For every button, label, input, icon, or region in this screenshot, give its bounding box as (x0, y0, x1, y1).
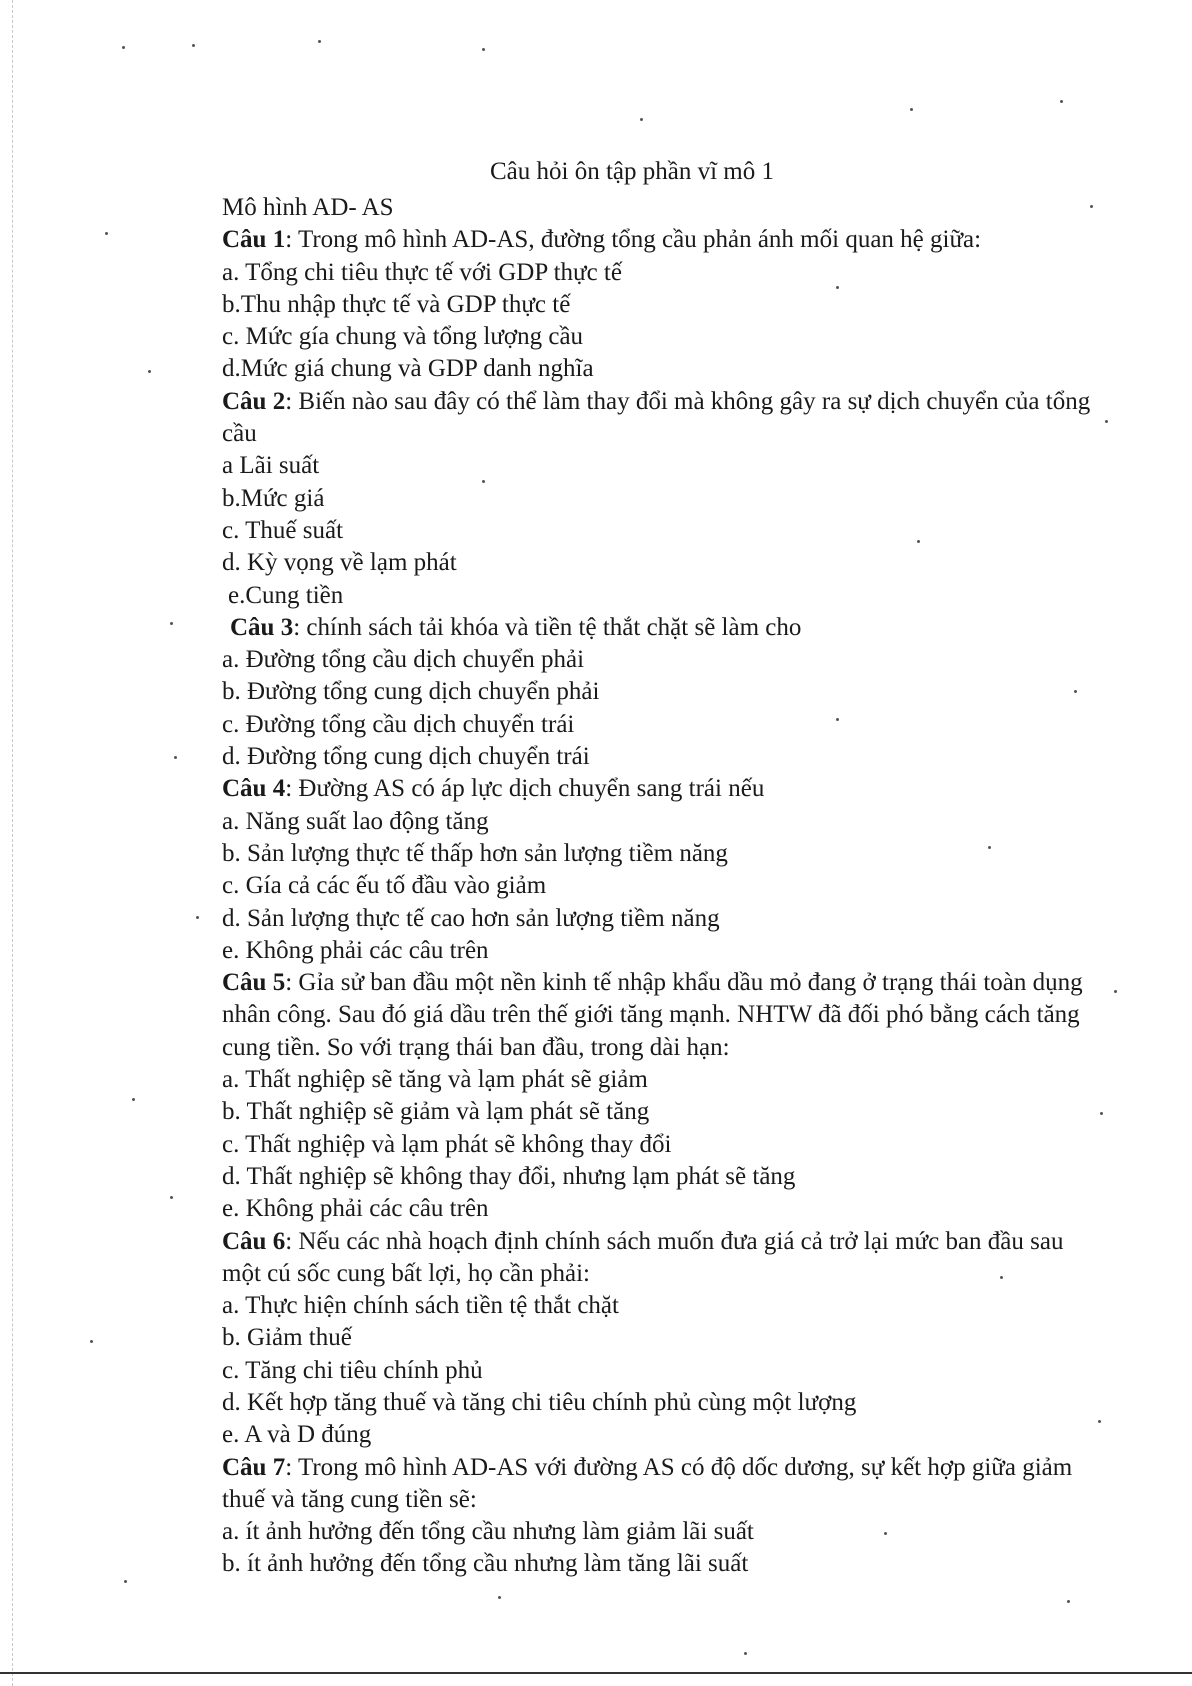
option-7a: a. ít ảnh hưởng đến tổng cầu nhưng làm giảm lãi suất (222, 1518, 754, 1546)
scan-speck (1098, 1420, 1101, 1423)
scan-speck (170, 1196, 173, 1199)
question-label: Câu 7 (222, 1453, 286, 1481)
option-3b: b. Đường tổng cung dịch chuyển phải (222, 678, 600, 706)
option-6d: d. Kết hợp tăng thuế và tăng chi tiêu chính phủ cùng một lượng (222, 1388, 857, 1416)
question-text: : Trong mô hình AD-AS, đường tổng cầu phản ánh mối quan hệ giữa: (285, 226, 982, 254)
question-text: : Đường AS có áp lực dịch chuyển sang trái nếu (285, 775, 765, 803)
scan-speck (1060, 100, 1063, 103)
scan-speck (482, 480, 485, 483)
option-3a: a. Đường tổng cầu dịch chuyển phải (222, 646, 585, 674)
scan-speck (1090, 205, 1093, 208)
question-label: Câu 5 (222, 969, 286, 997)
option-1c: c. Mức gía chung và tổng lượng cầu (222, 323, 584, 351)
option-4a: a. Năng suất lao động tăng (222, 807, 489, 835)
option-5b: b. Thất nghiệp sẽ giảm và lạm phát sẽ tăng (222, 1098, 650, 1126)
option-5a: a. Thất nghiệp sẽ tăng và lạm phát sẽ giảm (222, 1066, 648, 1094)
question-1 (222, 224, 1102, 256)
option-1d: d.Mức giá chung và GDP danh nghĩa (222, 355, 594, 383)
question-text: : Biến nào sau đây có thể làm thay đổi mà không gây ra sự dịch chuyển của tổng cầu (222, 387, 1091, 448)
scan-speck (170, 622, 173, 625)
scan-speck (640, 118, 643, 121)
question-2 (222, 386, 1102, 451)
option-4c: c. Gía cả các ếu tố đầu vào giảm (222, 872, 547, 900)
option-6c: c. Tăng chi tiêu chính phủ (222, 1356, 483, 1384)
scan-speck (192, 44, 195, 47)
scan-speck (174, 756, 177, 759)
question-text: : Trong mô hình AD-AS với đường AS có độ dốc dương, sự kết hợp giữa giảm thuế và tăng cung tiền sẽ: (222, 1453, 1073, 1513)
scan-speck (122, 46, 125, 49)
option-4b: b. Sản lượng thực tế thấp hơn sản lượng tiềm năng (222, 839, 728, 867)
question-label: Câu 2 (222, 387, 286, 415)
page-left-edge (12, 0, 13, 1686)
option-3c: c. Đường tổng cầu dịch chuyển trái (222, 710, 575, 738)
option-2e: e.Cung tiền (228, 581, 344, 609)
scan-speck (124, 1580, 127, 1583)
question-label: Câu 3 (230, 613, 294, 641)
option-2d: d. Kỳ vọng về lạm phát (222, 549, 457, 577)
scan-speck (988, 846, 991, 849)
option-1a: a. Tổng chi tiêu thực tế với GDP thực tế (222, 258, 622, 286)
option-1b: b.Thu nhập thực tế và GDP thực tế (222, 290, 571, 318)
question-label: Câu 1 (222, 226, 286, 254)
scan-speck (836, 286, 839, 289)
section-heading: Mô hình AD- AS (222, 194, 394, 221)
question-4 (222, 773, 1102, 805)
scan-speck (1074, 690, 1077, 693)
option-6a: a. Thực hiện chính sách tiền tệ thắt chặt (222, 1292, 619, 1320)
page-title: Câu hỏi ôn tập phần vĩ mô 1 (490, 158, 774, 185)
option-2b: b.Mức giá (222, 484, 325, 512)
option-7b: b. ít ảnh hưởng đến tổng cầu nhưng làm tăng lãi suất (222, 1550, 749, 1578)
question-text: : chính sách tải khóa và tiền tệ thắt chặt sẽ làm cho (293, 613, 802, 641)
option-5c: c. Thất nghiệp và lạm phát sẽ không thay đổi (222, 1130, 672, 1158)
option-2c: c. Thuế suất (222, 516, 344, 544)
scan-speck (917, 540, 920, 543)
question-7 (222, 1452, 1102, 1517)
option-6b: b. Giảm thuế (222, 1324, 352, 1352)
question-text: : Nếu các nhà hoạch định chính sách muốn đưa giá cả trở lại mức ban đầu sau một cú sốc cung bất lợi, họ cần phải: (222, 1227, 1064, 1287)
document-body (222, 192, 1102, 1581)
option-3d: d. Đường tổng cung dịch chuyển trái (222, 743, 590, 771)
scan-speck (836, 718, 839, 721)
scan-speck (1100, 1112, 1103, 1115)
scan-speck (90, 1340, 93, 1343)
scan-speck (482, 48, 485, 51)
option-2a: a Lãi suất (222, 452, 320, 480)
scan-speck (148, 370, 151, 373)
question-label: Câu 6 (222, 1227, 286, 1255)
question-5 (222, 967, 1102, 1064)
scan-speck (132, 1098, 135, 1101)
scan-speck (498, 1596, 501, 1599)
question-3 (222, 612, 1102, 644)
page-bottom-edge (0, 1672, 1192, 1674)
option-4d: d. Sản lượng thực tế cao hơn sản lượng tiềm năng (222, 904, 720, 932)
scan-speck (744, 1652, 747, 1655)
scan-speck (1105, 420, 1108, 423)
scan-speck (1114, 990, 1117, 993)
option-5e: e. Không phải các câu trên (222, 1195, 489, 1223)
scan-speck (884, 1532, 887, 1535)
option-5d: d. Thất nghiệp sẽ không thay đổi, nhưng lạm phát sẽ tăng (222, 1162, 796, 1190)
question-label: Câu 4 (222, 775, 286, 803)
scan-speck (196, 916, 199, 919)
scan-speck (910, 108, 913, 111)
scan-speck (1067, 1600, 1070, 1603)
question-6 (222, 1226, 1102, 1291)
option-6e: e. A và D đúng (222, 1421, 372, 1449)
option-4e: e. Không phải các câu trên (222, 936, 489, 964)
scan-speck (105, 232, 108, 235)
scan-speck (1000, 1276, 1003, 1279)
question-text: : Gỉa sử ban đầu một nền kinh tế nhập khẩu dầu mỏ đang ở trạng thái toàn dụng nhân công. Sau đó giá dầu trên thế giới tăng mạnh. NHTW đã đối phó bằng cách tăng cung tiền. So với trạng thái ban đầu, trong dài hạn: (222, 969, 1083, 1061)
scan-speck (318, 40, 321, 43)
